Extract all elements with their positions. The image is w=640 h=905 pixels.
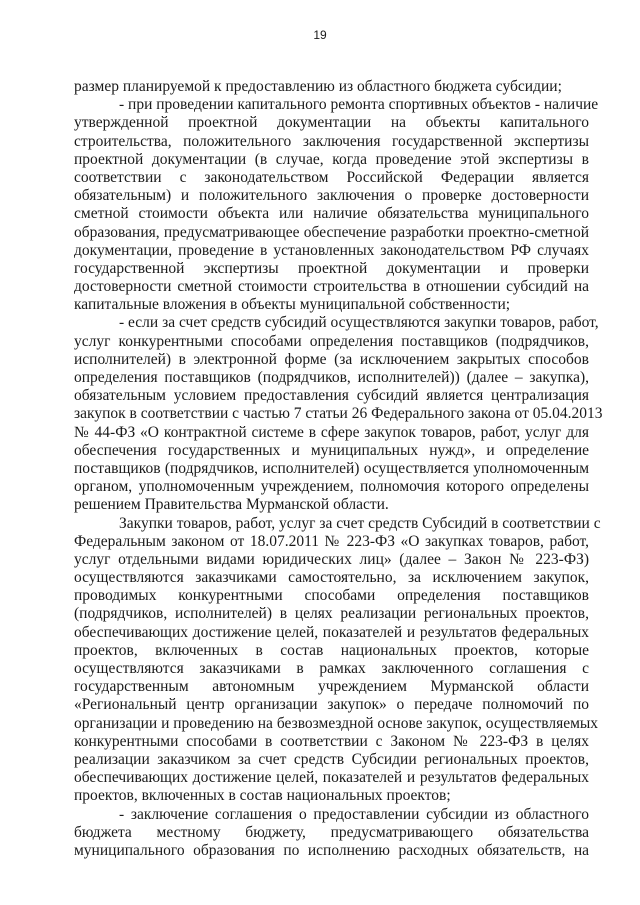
text-line: проектов, включенных в состав национальных проектов;	[74, 787, 451, 805]
text-line: услуг конкурентными способами определения поставщиков (подрядчиков,	[74, 332, 589, 350]
text-line: государственной экспертизы проектной документации и проверки	[74, 259, 589, 277]
text-line: обязательным условием предоставления субсидий является централизация	[74, 387, 589, 405]
text-line: государственным автономным учреждением Мурманской области	[74, 678, 589, 696]
document-body	[74, 78, 603, 860]
text-line: - если за счет средств субсидий осуществляются закупки товаров, работ,	[119, 314, 599, 332]
text-line: документации, проведение в установленных законодательством РФ случаях	[74, 241, 589, 259]
text-line: № 44-ФЗ «О контрактной системе в сфере закупок товаров, работ, услуг для	[74, 423, 589, 441]
page-number: 19	[313, 28, 327, 42]
text-line: услуг отдельными видами юридических лиц» (далее – Закон № 223-ФЗ)	[74, 550, 589, 568]
text-line: организации и проведению на безвозмездной основе закупок, осуществляемых	[74, 714, 599, 732]
text-line: (подрядчиков, исполнителей) в целях реализации региональных проектов,	[74, 605, 589, 623]
text-line: проводимых конкурентными способами определения поставщиков	[74, 587, 589, 605]
text-line: образования, предусматривающее обеспечение разработки проектно-сметной	[74, 223, 589, 241]
text-line: сметной стоимости объекта или наличие обязательства муниципального	[74, 205, 589, 223]
text-line: поставщиков (подрядчиков, исполнителей) осуществляется уполномоченным	[74, 459, 589, 477]
text-line: органом, уполномоченным учреждением, полномочия которого определены	[74, 478, 589, 496]
text-line: осуществляются заказчиками самостоятельно, за исключением закупок,	[74, 569, 589, 587]
text-line: обеспечивающих достижение целей, показателей и результатов федеральных	[74, 623, 589, 641]
text-line: реализации заказчиком за счет средств Субсидии региональных проектов,	[74, 750, 589, 768]
text-line: капитальные вложения в объекты муниципальной собственности;	[74, 296, 511, 314]
text-line: конкурентными способами в соответствии с Законом № 223-ФЗ в целях	[74, 732, 589, 750]
text-line: утвержденной проектной документации на объекты капитального	[74, 114, 589, 132]
text-line: проектной документации (в случае, когда проведение этой экспертизы в	[74, 150, 589, 168]
text-line: осуществляются заказчиками в рамках заключенного соглашения с	[74, 660, 589, 677]
text-line: Закупки товаров, работ, услуг за счет средств Субсидий в соответствии с	[119, 514, 601, 532]
text-line: - заключение соглашения о предоставлении субсидии из областного	[119, 805, 589, 823]
text-line: «Региональный центр организации закупок» о передаче полномочий по	[74, 696, 589, 714]
text-line: решением Правительства Мурманской области.	[74, 496, 389, 514]
text-line: проектов, включенных в состав национальных проектов, которые	[74, 641, 589, 659]
text-line: обеспечивающих достижение целей, показателей и результатов федеральных	[74, 769, 589, 787]
text-line: размер планируемой к предоставлению из областного бюджета субсидии;	[74, 78, 562, 95]
text-line: Федеральным законом от 18.07.2011 № 223-ФЗ «О закупках товаров, работ,	[74, 532, 589, 550]
text-line: - при проведении капитального ремонта спортивных объектов - наличие	[119, 96, 599, 114]
text-line: строительства, положительного заключения государственной экспертизы	[74, 132, 589, 150]
text-line: обеспечения государственных и муниципальных нужд», и определение	[74, 441, 589, 459]
text-line: определения поставщиков (подрядчиков, исполнителей)) (далее – закупка),	[74, 369, 589, 386]
text-line: достоверности сметной стоимости строительства в отношении субсидий на	[74, 278, 589, 296]
text-line: закупок в соответствии с частью 7 статьи 26 Федерального закона от 05.04.2013	[74, 405, 603, 423]
text-line: бюджета местному бюджету, предусматривающего обязательства	[74, 823, 589, 841]
text-line: соответствии с законодательством Российской Федерации является	[74, 168, 589, 186]
text-line: обязательным) и положительного заключения о проверке достоверности	[74, 187, 589, 205]
text-line: муниципального образования по исполнению расходных обязательств, на	[74, 841, 589, 859]
text-line: исполнителей) в электронной форме (за исключением закрытых способов	[74, 350, 589, 368]
